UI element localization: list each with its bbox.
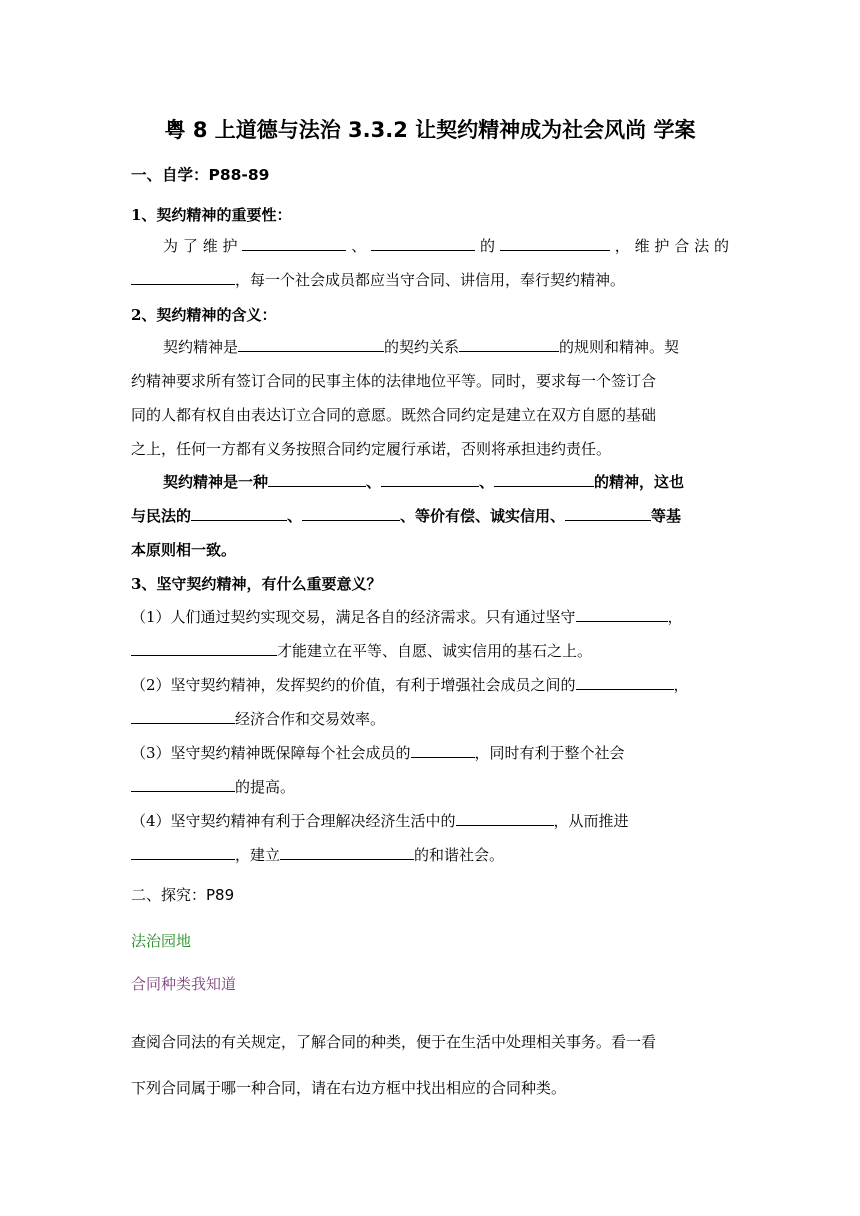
blank[interactable] — [411, 740, 475, 758]
blank[interactable] — [576, 672, 674, 690]
blank[interactable] — [565, 503, 651, 521]
section-label-legal-garden: 法治园地 — [131, 932, 192, 950]
blank[interactable] — [131, 842, 235, 860]
question-2-heading: 2、契约精神的含义： — [131, 306, 277, 324]
blank[interactable] — [131, 774, 235, 792]
page-title: 粤 8 上道德与法治 3.3.2 让契约精神成为社会风尚 学案 — [164, 118, 696, 142]
blank[interactable] — [238, 334, 384, 352]
blank[interactable] — [131, 706, 235, 724]
question-3-body: （1）人们通过契约实现交易，满足各自的经济需求。只有通过坚守 ， 才能建立在平等、自愿、诚实信用的基石之上。 （2）坚守契约精神，发挥契约的价值，有利于增强社会成员之间的 ， 经济合作和交易效率。 （3）坚守契约精神既保障每个社会成员的 ，同时有利于整个社会 的提高。 （4）坚守契约精神有利于合理解决经济生活中的 ，从而推进 ，建立 的和谐社会。 — [131, 600, 729, 872]
inquiry-instructions: 查阅合同法的有关规定，了解合同的种类，便于在生活中处理相关事务。看一看 下列合同属于哪一种合同，请在右边方框中找出相应的合同种类。 — [131, 1033, 657, 1097]
blank[interactable] — [302, 503, 400, 521]
question-1-heading: 1、契约精神的重要性： — [131, 206, 292, 224]
blank[interactable] — [371, 233, 475, 251]
question-3-heading: 3、坚守契约精神，有什么重要意义？ — [131, 575, 382, 593]
blank[interactable] — [131, 638, 277, 656]
blank[interactable] — [459, 334, 559, 352]
section-inquiry-heading: 二、探究：P89 — [131, 886, 235, 904]
contract-spirit-principles: 契约精神是一种 、 、 的精神，这也 与民法的 、 、等价有偿、诚实信用、 等基 本原则相一致。 — [131, 465, 729, 567]
blank[interactable] — [280, 842, 414, 860]
question-1-body: 为了维护 、 的 ，维护合法的 ，每一个社会成员都应当守合同、讲信用，奉行契约精神。 — [131, 229, 729, 297]
question-2-body: 契约精神是 的契约关系 的规则和精神。契 约精神要求所有签订合同的民事主体的法律地位平等。同时，要求每一个签订合 同的人都有权自由表达订立合同的意愿。既然合同约定是建立在双方自愿的基础 之上，任何一方都有义务按照合同约定履行承诺，否则将承担违约责任。 — [131, 330, 729, 466]
blank[interactable] — [381, 469, 479, 487]
blank[interactable] — [191, 503, 287, 521]
section-self-study-heading: 一、自学：P88-89 — [131, 166, 270, 184]
blank[interactable] — [456, 808, 554, 826]
blank[interactable] — [131, 267, 235, 285]
blank[interactable] — [500, 233, 610, 251]
blank[interactable] — [268, 469, 366, 487]
blank[interactable] — [494, 469, 594, 487]
blank[interactable] — [576, 604, 668, 622]
sub-label-contract-types: 合同种类我知道 — [131, 975, 237, 993]
blank[interactable] — [242, 233, 346, 251]
